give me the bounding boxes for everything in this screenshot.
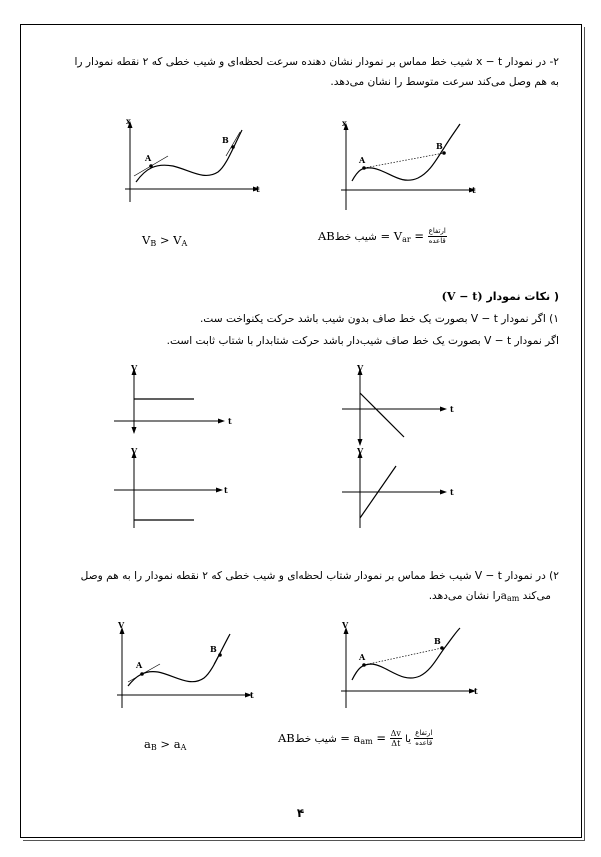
vt-point1b: اگر نمودار V − t بصورت یک خط صاف شیب‌دار باشد حرکت شتابدار با شتاب ثابت است. <box>166 335 559 347</box>
secant-acceleration-graph <box>334 622 484 712</box>
formula-ab: AB <box>278 731 295 745</box>
vb-symbol: V <box>142 233 151 247</box>
vt-point2-line1: ۲) در نمودار V − t شیب خط مماس بر نمودار شتاب لحظه‌ای و شیب خطی که ۲ نقطه نمودار را به هم وصل <box>80 570 559 582</box>
vt-graph-constant-positive <box>112 365 242 435</box>
line2-pre: می‌کند <box>519 590 551 602</box>
secant-velocity-graph <box>334 118 484 216</box>
formula-v-sub: ar <box>402 235 411 244</box>
axis-label-v: V <box>118 620 125 630</box>
formula-slope-label: شیب خط <box>334 231 377 243</box>
vb-sub: B <box>150 239 157 248</box>
point-label-a: A <box>145 153 152 163</box>
axis-label-v: V <box>131 363 138 373</box>
axis-label-v: V <box>131 446 138 456</box>
velocity-comparison <box>142 233 187 248</box>
axis-label-t: t <box>472 185 476 195</box>
ab-sub: B <box>150 743 157 752</box>
formula-slope-label: شیب خط <box>294 733 341 745</box>
tangent-velocity-graph <box>118 118 268 208</box>
point-label-a: A <box>359 652 366 662</box>
item2-paragraph <box>39 52 559 92</box>
aa-sub: A <box>180 743 187 752</box>
formula-equals: = <box>372 731 390 745</box>
fraction-rise: ارتفاع <box>415 729 433 737</box>
tangent-acceleration-graph <box>110 622 260 712</box>
point-label-b: B <box>210 644 217 654</box>
rise-over-run-fraction <box>414 729 433 748</box>
vt-graph-increasing <box>340 448 470 530</box>
fraction-run: قاعده <box>415 739 433 747</box>
axis-label-t: t <box>450 487 454 497</box>
fraction-rise: ارتفاع <box>428 227 446 235</box>
a-symbol: a <box>500 590 507 602</box>
formula-v: = V <box>376 229 403 243</box>
average-velocity-formula <box>318 227 447 246</box>
fraction-dv: Δv <box>390 729 401 738</box>
axis-label-t: t <box>250 690 254 700</box>
formula-a-sub: am <box>360 737 373 746</box>
vt-point1: ۱) اگر نمودار V − t بصورت یک خط صاف بدون شیب باشد حرکت یکنواخت ست. <box>199 313 559 325</box>
vt-points <box>39 309 559 351</box>
fraction-run: قاعده <box>428 237 446 245</box>
heading-math: (V − t) <box>441 290 483 303</box>
axis-label-v: V <box>342 620 349 630</box>
axis-label-t: t <box>228 416 232 426</box>
fraction-dt: Δt <box>391 739 401 748</box>
axis-label-v: V <box>357 363 364 373</box>
line2-post: را نشان می‌دهد. <box>428 590 501 602</box>
vt-point2 <box>29 566 559 609</box>
acceleration-comparison <box>144 737 186 752</box>
point-label-a: A <box>136 660 143 670</box>
point-label-b: B <box>434 636 441 646</box>
average-acceleration-formula <box>278 729 433 748</box>
vt-graph-constant-negative <box>112 448 242 530</box>
point-label-b: B <box>436 141 443 151</box>
point-label-a: A <box>359 155 366 165</box>
formula-or: یا <box>401 734 415 745</box>
axis-label-v: V <box>357 446 364 456</box>
aa-symbol: a <box>173 737 181 751</box>
formula-a: = a <box>340 731 361 745</box>
axis-label-x: x <box>126 116 131 126</box>
item2-line2: به هم وصل می‌کند سرعت متوسط را نشان می‌دهد. <box>330 76 559 88</box>
heading-text: ( نکات نمودار <box>482 290 559 303</box>
axis-label-t: t <box>474 686 478 696</box>
axis-label-x: x <box>342 118 347 128</box>
rise-over-run-fraction <box>428 227 447 246</box>
axis-label-t: t <box>450 404 454 414</box>
point-label-b: B <box>222 135 229 145</box>
vt-graph-decreasing <box>340 365 470 447</box>
page-number: ۴ <box>296 806 305 820</box>
axis-label-t: t <box>224 485 228 495</box>
va-sub: A <box>181 239 188 248</box>
formula-equals: = <box>410 229 428 243</box>
va-symbol: V <box>173 233 182 247</box>
axis-label-t: t <box>256 184 260 194</box>
formula-ab: AB <box>318 229 335 243</box>
vt-point2-line2 <box>29 586 559 609</box>
vt-section-heading <box>259 287 559 307</box>
a-sub: am <box>506 594 520 603</box>
item2-line1: ۲- در نمودار x − t شیب خط مماس بر نمودار نشان دهنده سرعت لحظه‌ای و شیب خطی که ۲ نقطه نمودار را <box>74 56 559 68</box>
greater-than: > <box>156 737 174 751</box>
ab-symbol: a <box>144 737 151 751</box>
dv-dt-fraction <box>390 729 402 748</box>
greater-than: > <box>156 233 174 247</box>
page-border <box>20 24 582 838</box>
